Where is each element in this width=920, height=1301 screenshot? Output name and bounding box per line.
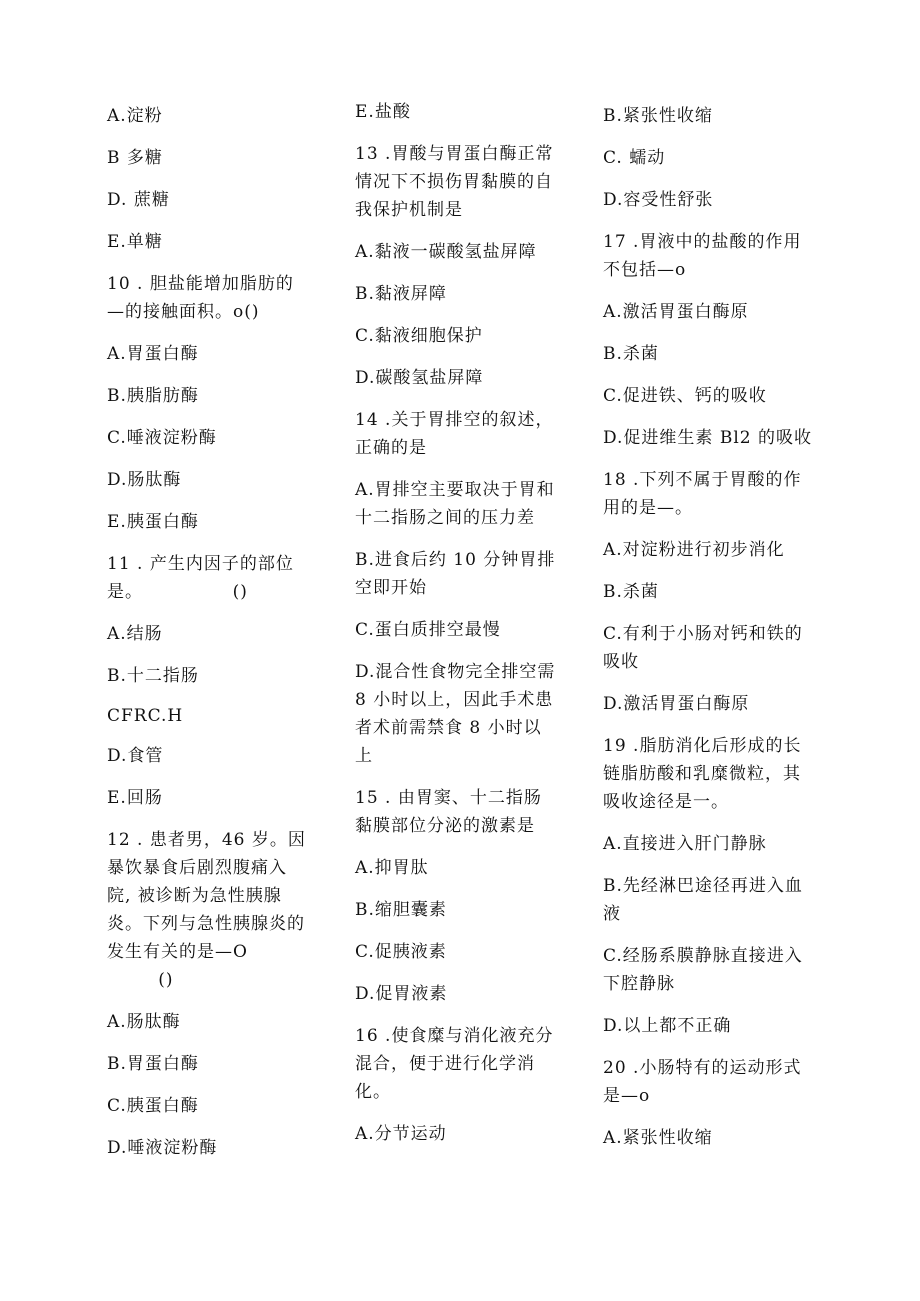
option-text: B 多糖 [107,148,163,168]
option-text: A.肠肽酶 [107,1012,181,1032]
option-text: C.经肠系膜静脉直接进入 下腔静脉 [603,946,803,994]
option-text: E.胰蛋白酶 [107,512,199,532]
option-text: C.有利于小肠对钙和铁的 吸收 [603,624,803,672]
option-text: E.回肠 [107,788,163,808]
option-text: A.胃排空主要取决于胃和 十二指肠之间的压力差 [355,480,555,528]
option-text: C.胰蛋白酶 [107,1096,199,1116]
option-text: A.结肠 [107,624,163,644]
question-text: 20 .小肠特有的运动形式 是—o [603,1058,802,1106]
option-text: B.十二指肠 [107,666,199,686]
option-text: A.分节运动 [355,1124,447,1144]
option-text: A.抑胃肽 [355,858,429,878]
option-text: C.蛋白质排空最慢 [355,620,501,640]
option-text: D.食管 [107,746,164,766]
question-text: 14 .关于胃排空的叙述， 正确的是 [355,410,554,458]
option-text: D.激活胃蛋白酶原 [603,694,750,714]
column-right [603,102,817,1166]
question-text: 11 . 产生内因子的部位 是。 () [107,554,294,602]
option-text: B.缩胆囊素 [355,900,447,920]
option-text: B.黏液屏障 [355,284,447,304]
option-text: CFRC.H [107,706,184,726]
option-text: D.肠肽酶 [107,470,182,490]
option-text: B.进食后约 10 分钟胃排 空即开始 [355,550,556,598]
column-left [107,102,319,1176]
question-text: 19 .脂肪消化后形成的长 链脂肪酸和乳糜微粒，其 吸收途径是一。 [603,736,802,812]
option-text: D.碳酸氢盐屏障 [355,368,484,388]
option-text: B.胰脂肪酶 [107,386,199,406]
option-text: B.杀菌 [603,582,659,602]
option-text: D.促胃液素 [355,984,448,1004]
question-text: 16 .使食糜与消化液充分 混合，便于进行化学消 化。 [355,1026,554,1102]
option-text: B.先经淋巴途径再进入血 液 [603,876,803,924]
option-text: C.黏液细胞保护 [355,326,483,346]
option-text: A.淀粉 [107,106,163,126]
option-text: A.直接进入肝门静脉 [603,834,767,854]
option-text: D.容受性舒张 [603,190,714,210]
question-text: 13 .胃酸与胃蛋白酶正常 情况下不损伤胃黏膜的自 我保护机制是 [355,144,554,220]
option-text: D. 蔗糖 [107,190,170,210]
option-text: A.胃蛋白酶 [107,344,199,364]
option-text: A.对淀粉进行初步消化 [603,540,785,560]
option-text: D.以上都不正确 [603,1016,732,1036]
option-text: C.促胰液素 [355,942,447,962]
option-text: B.紧张性收缩 [603,106,713,126]
option-text: D.促进维生素 Bl2 的吸收 [603,428,812,448]
column-middle [355,98,567,1162]
question-text: 15 . 由胃窦、十二指肠 黏膜部位分泌的激素是 [355,788,542,836]
option-text: C.唾液淀粉酶 [107,428,217,448]
option-text: E.盐酸 [355,102,411,122]
option-text: B.杀菌 [603,344,659,364]
question-text: 10 . 胆盐能增加脂肪的 —的接触面积。o() [107,274,294,322]
question-text: 17 .胃液中的盐酸的作用 不包括—o [603,232,802,280]
option-text: A.激活胃蛋白酶原 [603,302,749,322]
option-text: A.黏液一碳酸氢盐屏障 [355,242,537,262]
option-text: D.混合性食物完全排空需 8 小时以上，因此手术患 者术前需禁食 8 小时以 上 [355,662,556,766]
option-text: D.唾液淀粉酶 [107,1138,218,1158]
option-text: C.促进铁、钙的吸收 [603,386,767,406]
option-text: C. 蠕动 [603,148,666,168]
question-text: 18 .下列不属于胃酸的作 用的是—。 [603,470,802,518]
option-text: E.单糖 [107,232,163,252]
option-text: B.胃蛋白酶 [107,1054,199,1074]
question-text: 12 . 患者男，46 岁。因 暴饮暴食后剧烈腹痛入 院, 被诊断为急性胰腺 炎。下列与急性胰腺炎的 发生有关的是—O () [107,830,306,990]
option-text: A.紧张性收缩 [603,1128,713,1148]
